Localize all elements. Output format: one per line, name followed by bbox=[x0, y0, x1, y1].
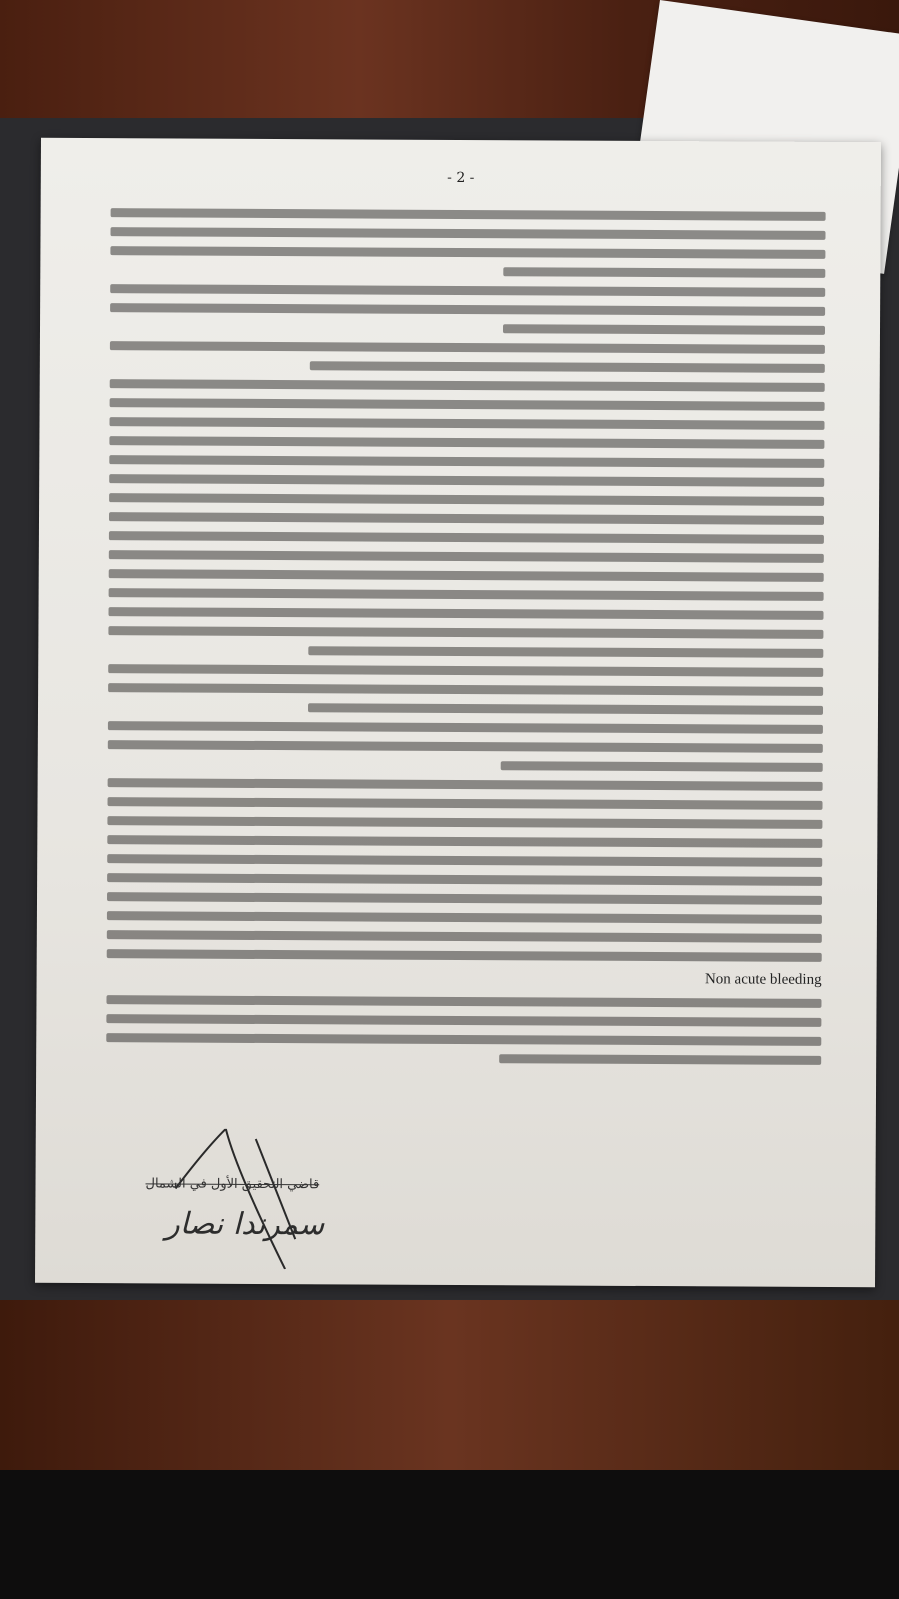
paragraph bbox=[106, 995, 821, 1065]
judge-signature-block bbox=[135, 1128, 336, 1269]
paragraph bbox=[107, 892, 822, 924]
document-body bbox=[106, 198, 826, 1075]
signatory-name: سمرندا نصار bbox=[165, 1206, 325, 1243]
paragraph bbox=[108, 664, 823, 715]
paragraph bbox=[109, 379, 824, 430]
paragraph bbox=[108, 436, 824, 658]
paragraph bbox=[107, 854, 822, 886]
paragraph bbox=[108, 721, 823, 772]
paragraph bbox=[107, 930, 822, 989]
paragraph bbox=[107, 816, 822, 848]
paragraph bbox=[110, 341, 825, 373]
floor bbox=[0, 1470, 899, 1599]
page-number: - 2 - bbox=[447, 169, 475, 187]
document-page bbox=[35, 138, 881, 1287]
paragraph bbox=[110, 284, 825, 335]
signatory-title: قاضي التحقيق الأول في الشمال bbox=[145, 1176, 320, 1193]
medical-term: Non acute bleeding bbox=[704, 971, 822, 988]
paragraph bbox=[110, 208, 825, 278]
wooden-table-edge bbox=[0, 1300, 899, 1480]
paragraph bbox=[108, 778, 823, 810]
signature-stroke-icon bbox=[135, 1128, 336, 1269]
